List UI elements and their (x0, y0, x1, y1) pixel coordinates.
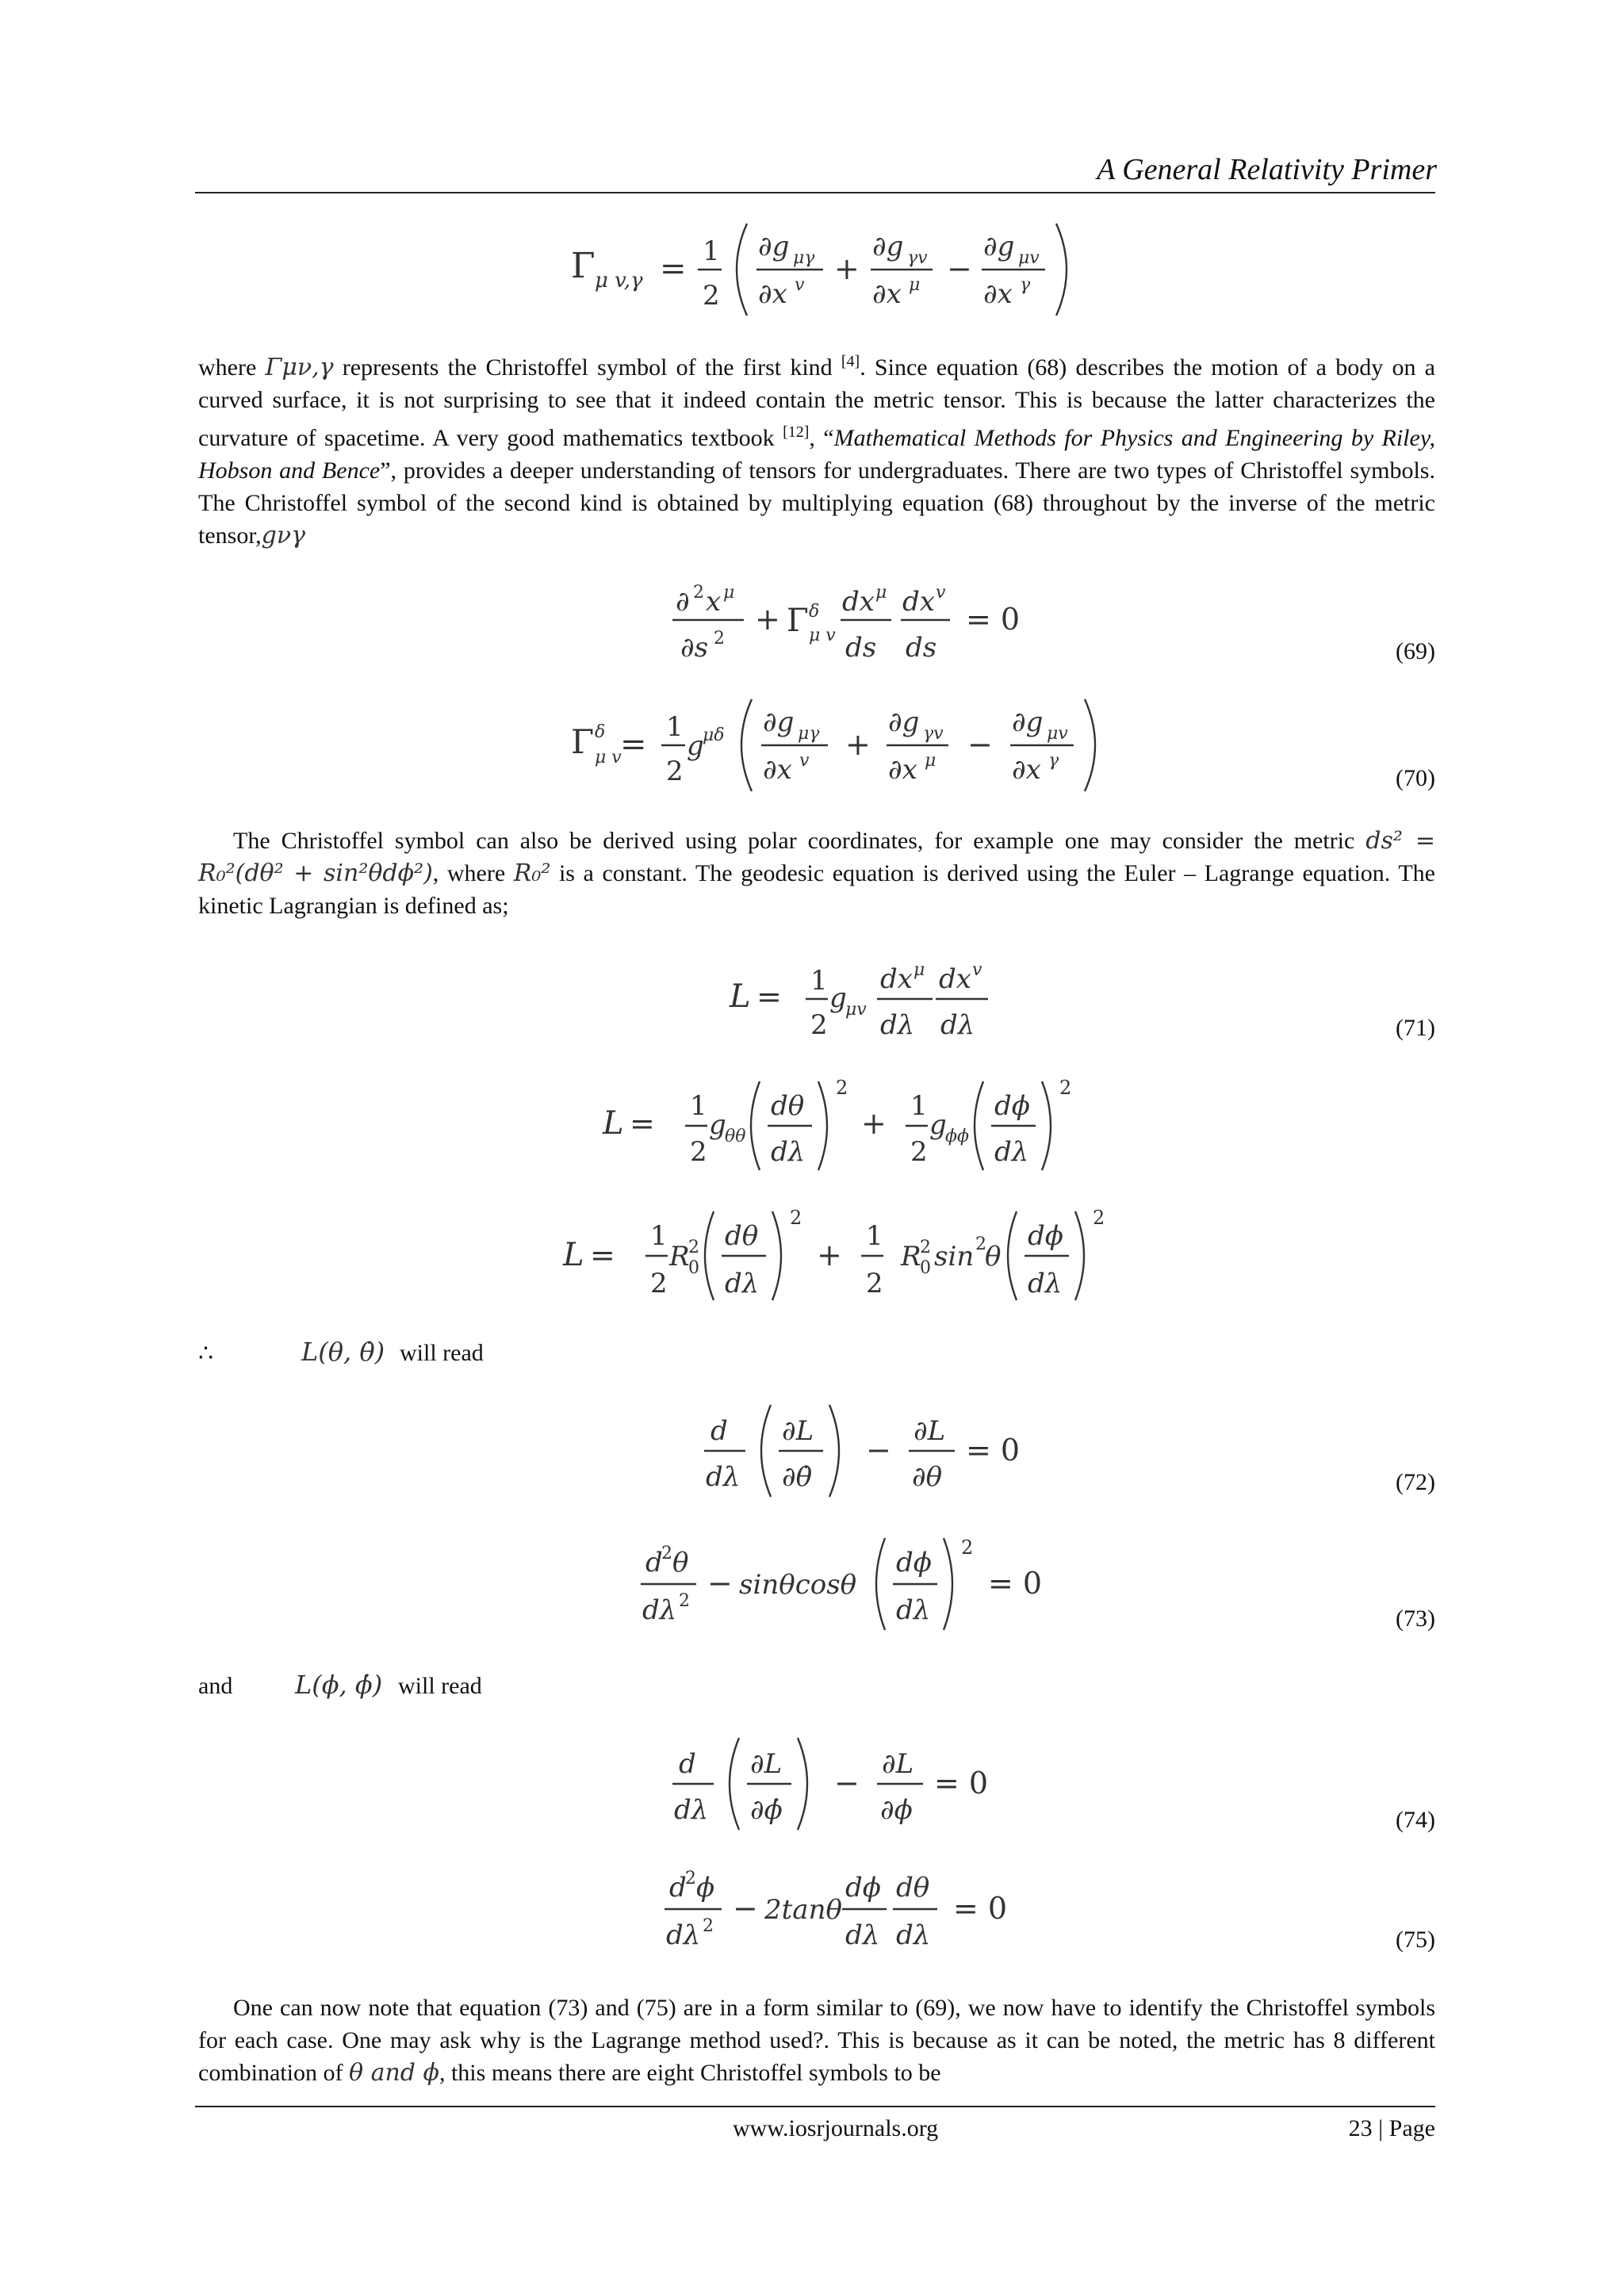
svg-text:∂g: ∂g (1012, 706, 1044, 738)
svg-text:dϕ: dϕ (994, 1090, 1030, 1122)
lagrangian-theta-expr: L(θ, θ̇) (301, 1337, 385, 1367)
svg-text:∂θ̇: ∂θ̇ (782, 1461, 813, 1493)
equation-72 (698, 1395, 1063, 1506)
svg-text:2: 2 (836, 1077, 848, 1099)
svg-text:L: L (603, 1105, 624, 1142)
svg-text:= 0: = 0 (966, 1433, 1021, 1468)
svg-text:∂g: ∂g (763, 706, 795, 738)
svg-text:θ: θ (672, 1547, 689, 1578)
svg-text:=: = (756, 979, 782, 1014)
svg-text:∂L: ∂L (914, 1415, 946, 1447)
svg-text:μv: μv (1047, 724, 1068, 744)
svg-text:2: 2 (703, 280, 720, 312)
svg-text:dθ: dθ (771, 1090, 805, 1122)
svg-text:d: d (710, 1415, 728, 1447)
svg-text:L: L (563, 1237, 584, 1273)
svg-text:2: 2 (975, 1234, 986, 1254)
svg-text:v: v (972, 960, 982, 980)
svg-text:dλ: dλ (845, 1919, 880, 1951)
svg-text:g: g (829, 982, 847, 1014)
svg-text:∂s: ∂s (680, 632, 709, 664)
svg-text:∂θ: ∂θ (912, 1461, 943, 1493)
and-text: and (198, 1673, 233, 1699)
therefore-symbol: ∴ (198, 1341, 214, 1367)
svg-text:μγ: μγ (798, 724, 820, 744)
svg-text:1: 1 (703, 235, 720, 267)
svg-text:+: + (845, 727, 871, 762)
svg-text:1: 1 (690, 1090, 707, 1122)
svg-text:= 0: = 0 (934, 1766, 989, 1800)
svg-text:Γ: Γ (571, 722, 595, 761)
equation-number-70: (70) (1396, 765, 1435, 791)
equation-73 (634, 1530, 1094, 1641)
svg-text:+: + (817, 1238, 842, 1272)
svg-text:∂x: ∂x (872, 278, 902, 310)
svg-text:0: 0 (920, 1258, 931, 1278)
equation-75 (658, 1855, 1055, 1966)
svg-text:2: 2 (920, 1238, 931, 1257)
svg-text:dθ: dθ (896, 1872, 930, 1904)
equation-number-69: (69) (1396, 638, 1435, 664)
svg-text:v: v (795, 275, 805, 295)
svg-text:dθ: dθ (725, 1220, 759, 1252)
svg-text:dλ: dλ (666, 1919, 701, 1951)
svg-text:dλ: dλ (940, 1009, 975, 1041)
svg-text:2: 2 (666, 756, 684, 787)
svg-text:2: 2 (693, 583, 704, 603)
svg-text:=: = (590, 1238, 615, 1272)
svg-text:δ: δ (595, 722, 606, 742)
svg-text:g: g (929, 1109, 947, 1141)
svg-text:μγ: μγ (793, 248, 815, 268)
svg-text:2: 2 (790, 1207, 802, 1229)
svg-text:2: 2 (650, 1268, 668, 1299)
svg-text:dλ: dλ (706, 1461, 741, 1493)
svg-text:∂L: ∂L (782, 1415, 814, 1447)
svg-text:μ: μ (914, 960, 925, 980)
svg-text:1: 1 (650, 1220, 668, 1252)
svg-text:μ: μ (909, 275, 921, 295)
svg-text:∂x: ∂x (1012, 754, 1041, 786)
svg-text:2: 2 (690, 1136, 707, 1168)
paragraph-lagrange-method: One can now note that equation (73) and (75) are in a form similar to (69), we now have to identify the Christoffel symbols for each case. One may ask why is the Lagrange method used?. This is because as it can be noted, the metric has 8 different combination of θ and ϕ, this means there are eight Christoffel symbols to be (198, 1995, 1435, 2087)
equation-christoffel-first-kind (571, 214, 1158, 325)
equation-lagrangian-expanded (595, 1070, 1166, 1181)
svg-text:d: d (669, 1872, 687, 1904)
svg-text:2: 2 (1059, 1077, 1072, 1099)
svg-text:∂x: ∂x (888, 754, 917, 786)
footer-url[interactable]: www.iosrjournals.org (733, 2115, 939, 2141)
svg-text:−: − (866, 1433, 891, 1468)
svg-text:dx: dx (902, 586, 935, 618)
svg-text:∂ϕ: ∂ϕ (880, 1794, 913, 1826)
svg-text:2tanθ: 2tanθ (764, 1894, 842, 1926)
svg-text:ϕϕ: ϕϕ (945, 1127, 969, 1146)
svg-text:∂L: ∂L (882, 1748, 914, 1780)
svg-text:g: g (709, 1109, 726, 1141)
running-header: A General Relativity Primer (1097, 153, 1437, 186)
svg-text:∂x: ∂x (763, 754, 792, 786)
svg-text:dλ: dλ (642, 1594, 677, 1626)
svg-text:+: + (755, 602, 780, 637)
equation-71 (722, 951, 1039, 1047)
svg-text:γ: γ (1048, 751, 1059, 771)
svg-text:ds: ds (845, 632, 877, 664)
svg-text:=: = (630, 1106, 655, 1141)
svg-text:μ v,γ: μ v,γ (595, 269, 643, 293)
equation-number-73: (73) (1396, 1605, 1435, 1632)
svg-text:μ: μ (925, 751, 936, 771)
svg-text:dλ: dλ (880, 1009, 915, 1041)
svg-text:ds: ds (906, 632, 937, 664)
svg-text:dλ: dλ (1028, 1268, 1063, 1299)
footer-rule (195, 2106, 1435, 2107)
svg-text:μ v: μ v (809, 626, 836, 645)
svg-text:sinθcosθ: sinθcosθ (739, 1569, 857, 1601)
svg-text:∂g: ∂g (758, 231, 790, 262)
svg-text:= 0: = 0 (988, 1566, 1043, 1601)
svg-text:2: 2 (961, 1536, 974, 1559)
equation-number-75: (75) (1396, 1927, 1435, 1953)
svg-text:v: v (799, 751, 810, 771)
svg-text:dϕ: dϕ (845, 1872, 881, 1904)
svg-text:+: + (834, 251, 860, 286)
svg-text:R: R (669, 1241, 690, 1272)
svg-text:2: 2 (703, 1916, 714, 1936)
svg-text:dλ: dλ (725, 1268, 760, 1299)
svg-text:Γ: Γ (571, 246, 596, 286)
equation-69 (666, 571, 1078, 674)
svg-text:−: − (707, 1566, 733, 1601)
svg-text:ϕ: ϕ (696, 1872, 715, 1904)
svg-text:−: − (733, 1891, 758, 1926)
svg-text:∂x: ∂x (983, 278, 1013, 310)
svg-text:θ: θ (985, 1241, 1002, 1272)
svg-text:=: = (620, 726, 647, 763)
svg-text:μv: μv (845, 1000, 867, 1020)
svg-text:−: − (967, 727, 993, 762)
svg-text:d: d (645, 1547, 663, 1578)
svg-text:dλ: dλ (896, 1919, 931, 1951)
svg-text:−: − (834, 1766, 860, 1800)
svg-text:1: 1 (866, 1220, 883, 1252)
svg-text:1: 1 (810, 965, 828, 997)
svg-text:∂: ∂ (676, 586, 690, 618)
svg-text:1: 1 (910, 1090, 928, 1122)
equation-lagrangian-r0 (555, 1197, 1205, 1316)
lagrangian-phi-expr: L(ϕ, ϕ̇) (295, 1670, 383, 1700)
svg-text:dx: dx (939, 963, 971, 995)
svg-text:γ: γ (1020, 275, 1031, 295)
footer-page-number: 23 | Page (1348, 2115, 1435, 2141)
svg-text:∂x: ∂x (758, 278, 787, 310)
svg-text:2: 2 (1093, 1207, 1105, 1229)
svg-text:γv: γv (923, 724, 944, 744)
svg-text:d: d (679, 1748, 696, 1780)
equation-number-71: (71) (1396, 1015, 1435, 1041)
svg-text:g: g (687, 730, 704, 762)
svg-text:μ v: μ v (595, 748, 622, 767)
equation-74 (666, 1728, 1031, 1839)
svg-text:0: 0 (688, 1258, 699, 1278)
svg-text:= 0: = 0 (953, 1891, 1008, 1926)
svg-text:2: 2 (685, 1869, 696, 1888)
svg-text:2: 2 (688, 1238, 699, 1257)
svg-text:∂L: ∂L (750, 1748, 783, 1780)
svg-text:∂g: ∂g (888, 706, 920, 738)
svg-text:sin: sin (934, 1241, 975, 1272)
svg-text:2: 2 (714, 629, 725, 649)
svg-text:L: L (730, 978, 751, 1015)
svg-text:−: − (947, 251, 972, 286)
svg-text:dλ: dλ (674, 1794, 709, 1826)
svg-text:μ: μ (875, 583, 887, 603)
svg-text:2: 2 (866, 1268, 883, 1299)
svg-text:μv: μv (1018, 248, 1040, 268)
svg-text:2: 2 (679, 1591, 690, 1611)
paragraph-polar-coordinates: The Christoffel symbol can also be derived using polar coordinates, for example one may consider the metric ds² = R₀²(dθ² + sin²θdϕ²), where R₀² is a constant. The geodesic equation is derived using the Euler – Lagrange equation. The kinetic Lagrangian is defined as; (198, 827, 1435, 919)
svg-text:dλ: dλ (896, 1594, 931, 1626)
svg-text:R: R (901, 1241, 921, 1272)
svg-text:dϕ: dϕ (1028, 1220, 1063, 1252)
svg-text:dϕ: dϕ (896, 1547, 932, 1578)
svg-text:1: 1 (666, 711, 684, 743)
svg-text:θθ: θθ (725, 1127, 746, 1146)
svg-text:δ: δ (809, 602, 820, 622)
svg-text:= 0: = 0 (966, 602, 1021, 637)
svg-text:v: v (936, 583, 946, 603)
svg-text:μ: μ (723, 583, 735, 603)
equation-number-74: (74) (1396, 1807, 1435, 1833)
svg-text:2: 2 (661, 1544, 672, 1563)
equation-70 (571, 690, 1174, 801)
paragraph-christoffel-intro: where Γμν,γ represents the Christoffel symbol of the first kind [4]. Since equation (68) describes the motion of a body on a curved surface, it is not surprising to see that it indeed contain the metric tensor. This is because the latter characterizes the curvature of spacetime. A very good mathematics textbook [12], “Mathematical Methods for Physics and Engineering by Riley, Hobson and Bence”, provides a deeper understanding of tensors for undergraduates. There are two types of Christoffel symbols. The Christoffel symbol of the second kind is obtained by multiplying equation (68) throughout by the inverse of the metric tensor,gνγ (198, 353, 1435, 549)
header-rule (195, 192, 1435, 193)
svg-text:dλ: dλ (994, 1136, 1029, 1168)
svg-text:=: = (660, 251, 687, 287)
svg-text:dx: dx (880, 963, 913, 995)
svg-text:+: + (861, 1106, 887, 1141)
svg-text:x: x (706, 586, 722, 618)
svg-text:2: 2 (810, 1009, 828, 1041)
svg-text:∂ϕ̇: ∂ϕ̇ (750, 1794, 783, 1826)
equation-number-72: (72) (1396, 1469, 1435, 1495)
svg-text:dx: dx (842, 586, 875, 618)
svg-text:μδ: μδ (703, 725, 725, 745)
svg-text:2: 2 (910, 1136, 928, 1168)
will-read-text-phi: will read (398, 1673, 482, 1699)
svg-text:Γ: Γ (787, 603, 809, 639)
will-read-text-theta: will read (400, 1340, 484, 1366)
svg-text:dλ: dλ (771, 1136, 806, 1168)
svg-text:∂g: ∂g (872, 231, 904, 262)
svg-text:γv: γv (907, 248, 928, 268)
svg-text:∂g: ∂g (983, 231, 1015, 262)
